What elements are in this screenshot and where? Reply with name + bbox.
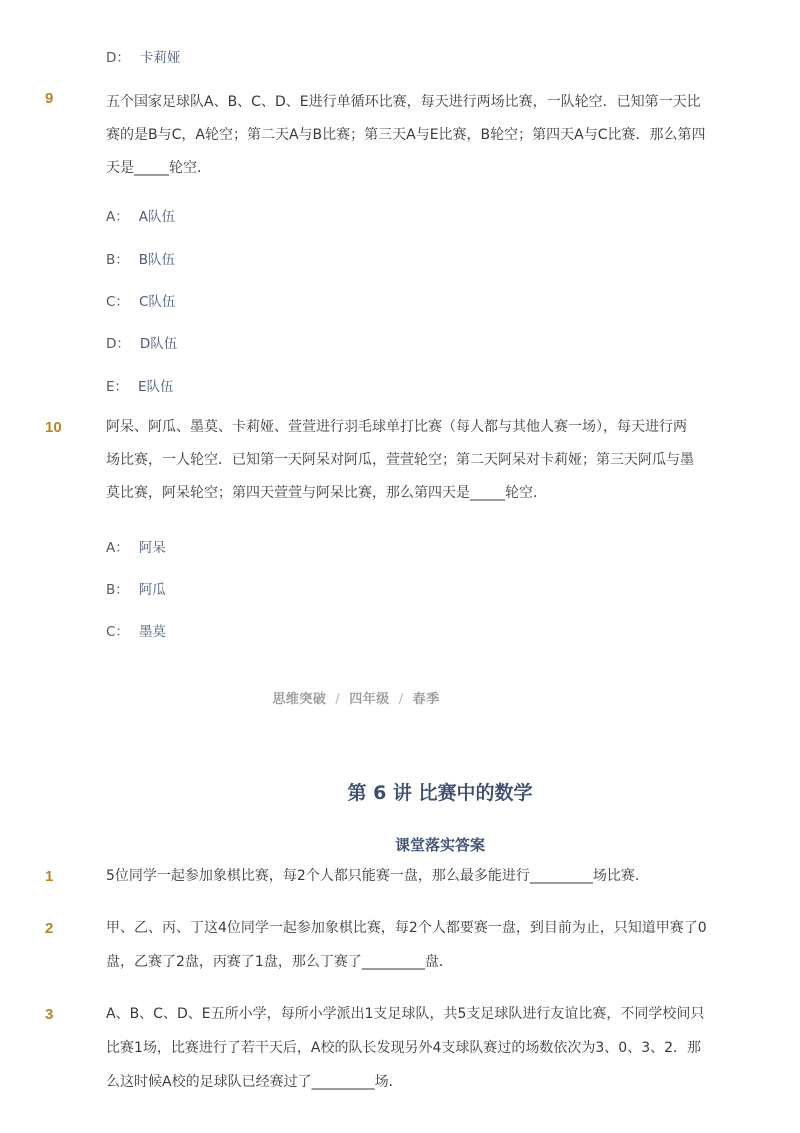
footer-separator: / [335,692,341,707]
question-number: 10 [45,419,62,436]
footer-grade: 四年级 [349,692,390,707]
option-value: A队伍 [138,209,175,225]
question-line: 莫比赛，阿呆轮空；第四天萱萱与阿呆比赛，那么第四天是_____轮空． [106,485,547,501]
option-label: C： [106,624,129,640]
option-value: 墨莫 [138,624,166,640]
question-line: 场比赛，一人轮空．已知第一天阿呆对阿瓜，萱萱轮空；第二天阿呆对卡莉娅；第三天阿瓜与墨 [106,452,694,468]
option-value: C队伍 [138,294,176,310]
option-c[interactable] [106,620,166,640]
option-value: D队伍 [139,336,178,352]
option-value: 阿瓜 [138,582,166,598]
question-number: 1 [45,868,54,885]
option-a[interactable] [106,536,166,556]
question-text [106,411,718,510]
question-text [106,859,718,893]
question-line: A、B、C、D、E五所小学，每所小学派出1支足球队，共5支足球队进行友谊比赛，不同学校间只 [106,1006,705,1022]
option-c[interactable] [106,290,175,310]
option-label: A： [106,209,129,225]
option-value: 卡莉娅 [139,50,181,66]
option-label: E： [106,379,129,395]
option-a[interactable] [106,205,175,225]
option-d-top [106,46,180,66]
option-label: C： [106,294,129,310]
question-number: 3 [45,1006,54,1023]
option-label: B： [106,582,129,598]
question-line: 比赛1场，比赛进行了若干天后，A校的队长发现另外4支球队赛过的场数依次为3、0、3、2．那 [106,1040,702,1056]
question-line: 盘，乙赛了2盘，丙赛了1盘，那么丁赛了_________盘． [106,954,453,970]
page-footer [0,688,712,707]
option-label: A： [106,540,129,556]
question-line: 甲、乙、丙、丁这4位同学一起参加象棋比赛，每2个人都要赛一盘，到目前为止，只知道甲赛了0 [106,920,707,936]
question-line: 五个国家足球队A、B、C、D、E进行单循环比赛，每天进行两场比赛，一队轮空．已知第一天比 [106,94,701,110]
footer-series: 思维突破 [272,692,327,707]
section-title: 课堂落实答案 [394,836,485,854]
question-line: 赛的是B与C，A轮空；第二天A与B比赛；第三天A与E比赛，B轮空；第四天A与C比赛．那么第四 [106,127,706,143]
lecture-title: 第 6 讲 比赛中的数学 [347,782,533,804]
question-line: 么这时候A校的足球队已经赛过了_________场． [106,1074,403,1090]
question-line: 阿呆、阿瓜、墨莫、卡莉娅、萱萱进行羽毛球单打比赛（每人都与其他人赛一场），每天进行两 [106,419,687,435]
question-text [106,86,718,185]
question-line: 5位同学一起参加象棋比赛，每2个人都只能赛一盘，那么最多能进行_________场比赛. [106,868,640,884]
option-value: E队伍 [138,379,174,395]
question-text [106,997,718,1099]
question-number: 2 [45,920,54,937]
option-value: 阿呆 [138,540,166,556]
option-label: B： [106,252,129,268]
option-b[interactable] [106,248,175,268]
option-b[interactable] [106,578,166,598]
question-line: 天是_____轮空． [106,160,211,176]
option-e[interactable] [106,375,174,395]
option-label: D： [106,50,130,66]
question-number: 9 [45,90,54,107]
footer-separator: / [398,692,404,707]
footer-term: 春季 [412,692,440,707]
option-value: B队伍 [138,252,176,268]
question-text [106,911,718,979]
option-label: D： [106,336,130,352]
option-d[interactable] [106,332,177,352]
